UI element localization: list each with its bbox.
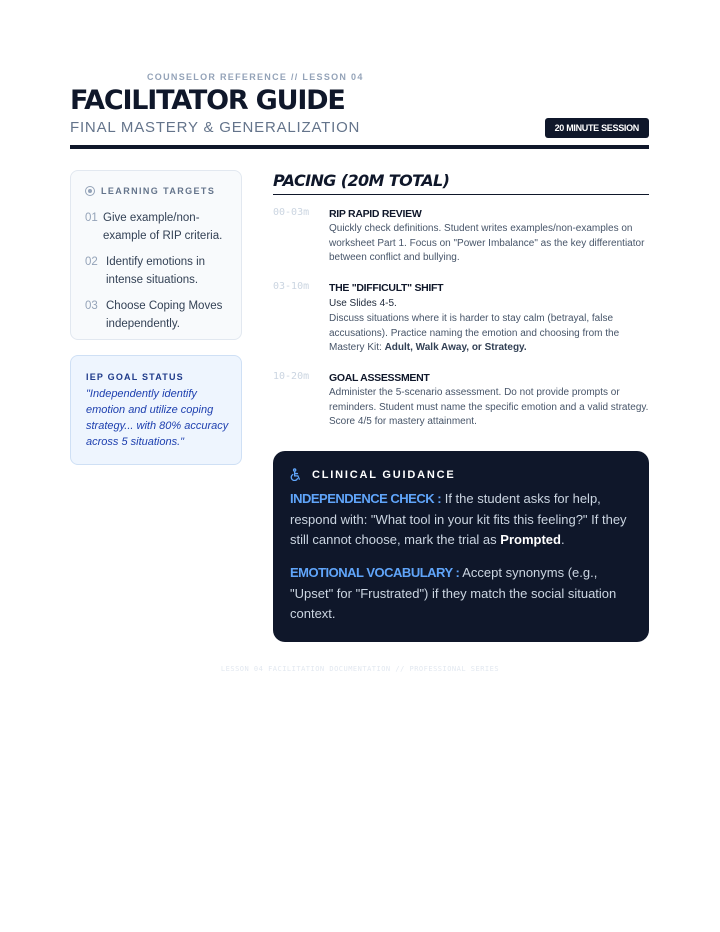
target-text: Give example/non-example of RIP criteria. — [103, 212, 223, 242]
phase-subtitle: Use Slides 4-5. — [329, 298, 397, 309]
iep-goal-quote: "Independently identify emotion and utilize coping strategy... with 80% accuracy across 5 situations." — [86, 388, 229, 448]
target-number: 02 — [85, 256, 98, 268]
page-subtitle: FINAL MASTERY & GENERALIZATION — [70, 119, 361, 136]
clinical-guidance-card — [273, 451, 649, 642]
header-divider — [70, 145, 649, 149]
prompted-term: Prompted — [500, 532, 561, 547]
target-number: 01 — [85, 212, 98, 224]
phase-description: Quickly check definitions. Student writes examples/non-examples on worksheet Part 1. Focus on "Power Imbalance" as the key differentiator between conflict and bullying. — [329, 223, 645, 263]
emotional-vocabulary-note: EMOTIONAL VOCABULARY : Accept synonyms (e.g., "Upset" for "Frustrated") if they match the social situation context. — [290, 565, 617, 621]
clinical-guidance-header — [290, 468, 455, 481]
phase-description: Discuss situations where it is harder to stay calm (betrayal, false accusations). Practice naming the emotion and choosing from the Mastery Kit: Adult, Walk Away, or Strategy. — [329, 313, 620, 353]
independence-check-key: INDEPENDENCE CHECK : — [290, 491, 442, 506]
clinical-guidance-label: CLINICAL GUIDANCE — [312, 468, 456, 481]
phase-description: Administer the 5-scenario assessment. Do not provide prompts or reminders. Student must name the specific emotion and a valid strategy. Score 4/5 for mastery attainment. — [329, 387, 649, 427]
iep-goal-card — [70, 355, 242, 465]
learning-targets-header — [85, 186, 215, 196]
learning-targets-card — [70, 170, 242, 340]
list-item — [85, 209, 233, 245]
iep-goal-label: IEP GOAL STATUS — [86, 372, 184, 382]
session-badge: 20 MINUTE SESSION — [545, 118, 649, 138]
target-number: 03 — [85, 300, 98, 312]
phase-time: 10-20m — [273, 371, 310, 382]
pacing-heading: PACING (20M TOTAL) — [273, 171, 450, 190]
eyebrow-label: COUNSELOR REFERENCE // LESSON 04 — [147, 72, 364, 82]
list-item — [85, 297, 233, 333]
target-text: Choose Coping Moves independently. — [106, 300, 223, 330]
page-footer: LESSON 04 FACILITATION DOCUMENTATION // PROFESSIONAL SERIES — [220, 665, 500, 673]
page-title: FACILITATOR GUIDE — [70, 85, 345, 116]
phase-title: GOAL ASSESSMENT — [329, 372, 430, 384]
phase-time: 00-03m — [273, 207, 310, 218]
learning-targets-label: LEARNING TARGETS — [101, 186, 216, 196]
pacing-divider — [273, 194, 649, 195]
phase-title: THE "DIFFICULT" SHIFT — [329, 282, 444, 294]
mastery-kit-options: Adult, Walk Away, or Strategy. — [384, 342, 527, 353]
target-text: Identify emotions in intense situations. — [106, 256, 206, 286]
phase-time: 03-10m — [273, 281, 310, 292]
list-item — [85, 253, 233, 289]
independence-check-note: INDEPENDENCE CHECK : If the student asks for help, respond with: "What tool in your kit fits this feeling?" If they still cannot choose, mark the trial as Prompted. — [290, 491, 627, 547]
emotional-vocabulary-key: EMOTIONAL VOCABULARY : — [290, 565, 460, 580]
phase-title: RIP RAPID REVIEW — [329, 208, 422, 220]
target-icon — [85, 186, 95, 196]
learning-targets-list — [85, 209, 233, 341]
accessibility-icon — [290, 468, 303, 481]
